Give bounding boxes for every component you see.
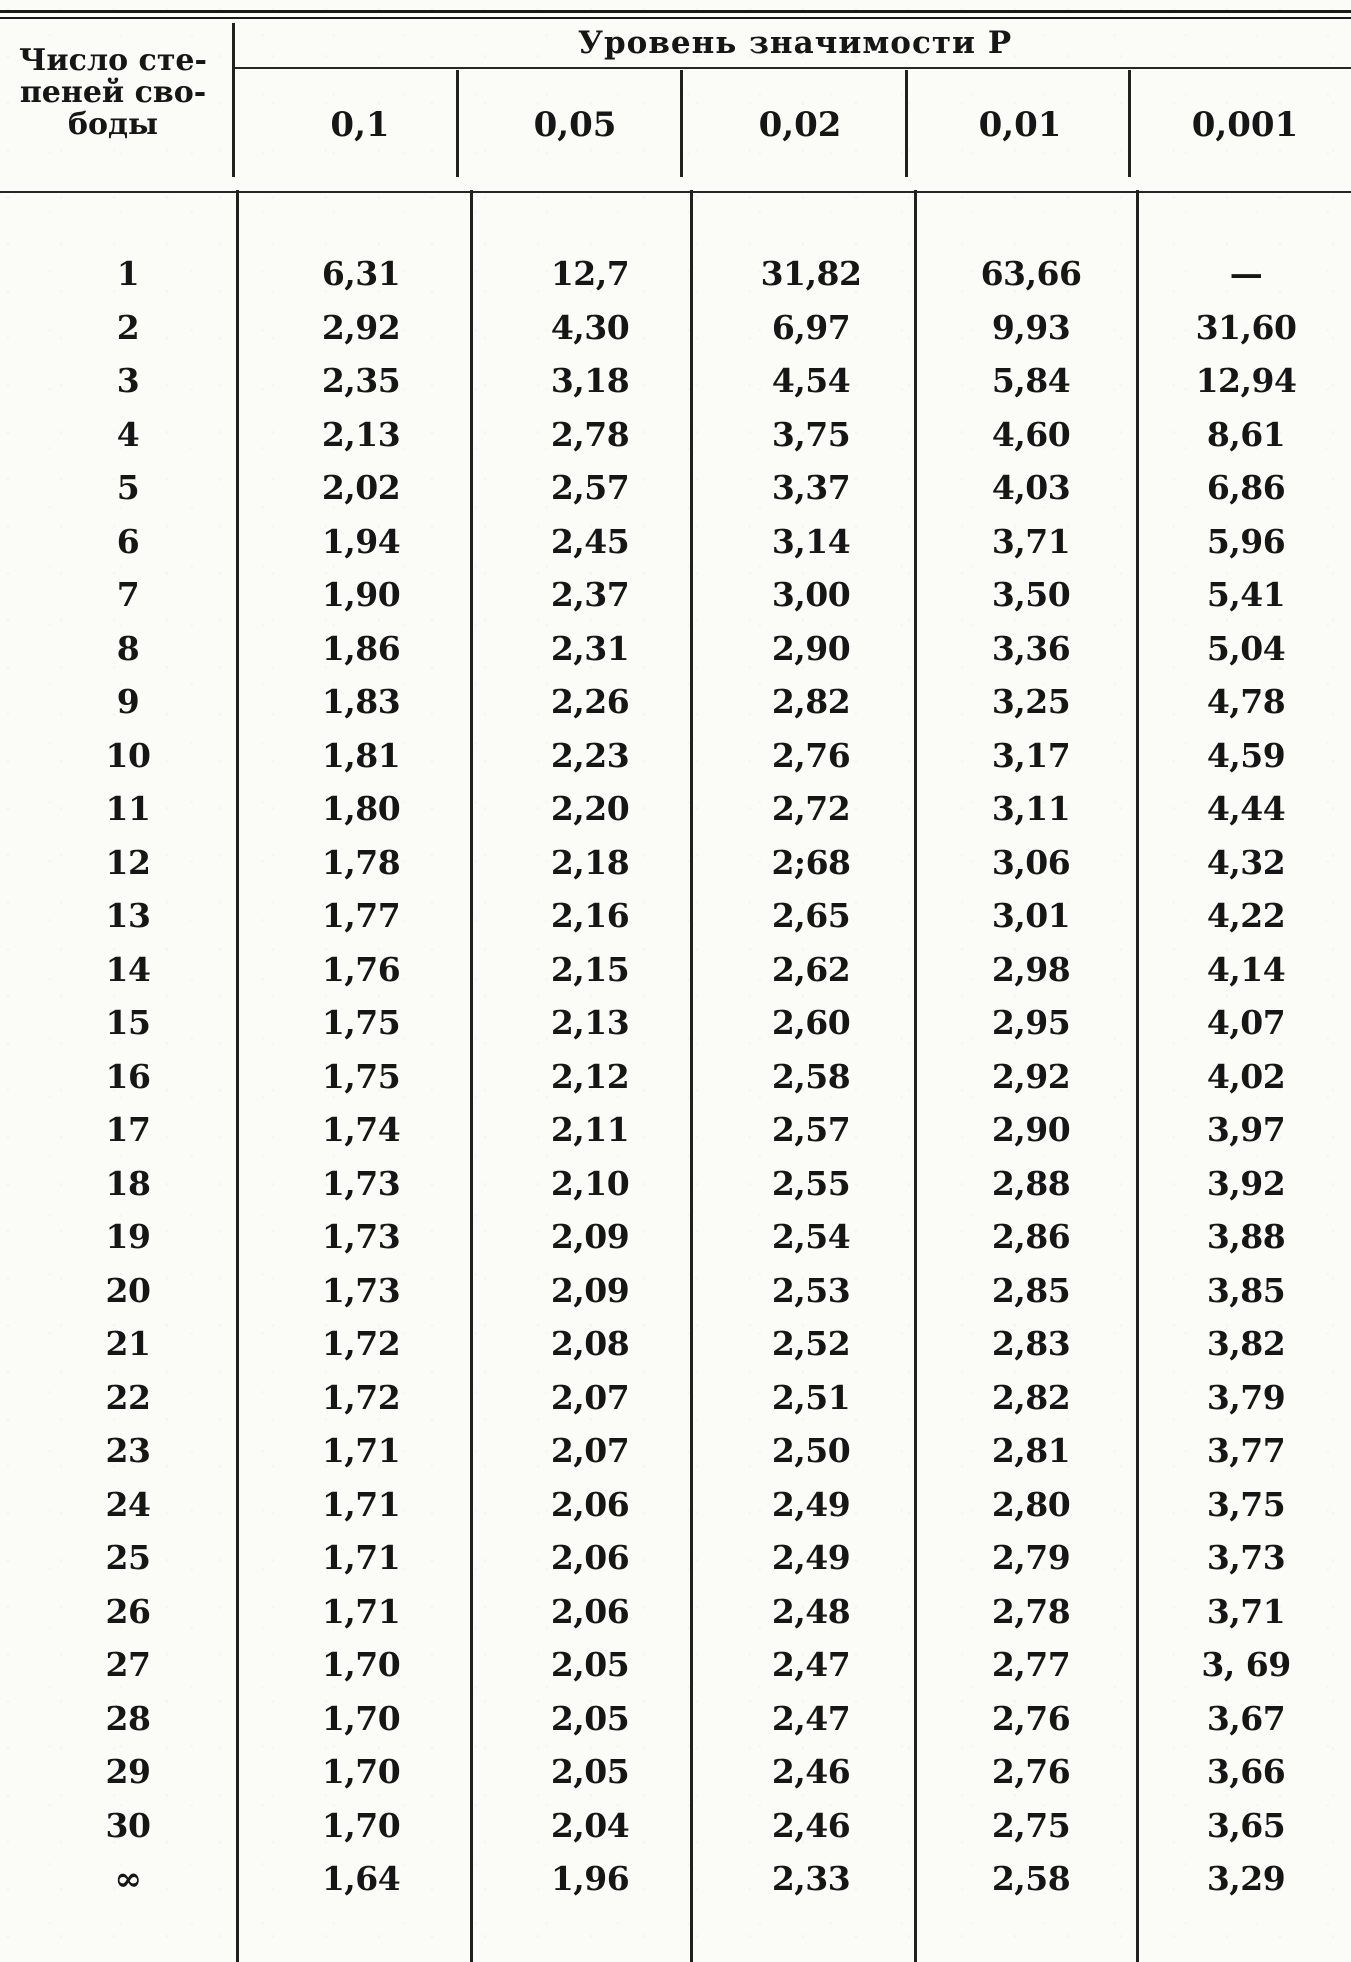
value-cell-p-0-001: 3,92 xyxy=(1206,1163,1286,1203)
value-cell-p-0-01: 2,77 xyxy=(991,1645,1071,1684)
value-cell-p-0-02: 2,60 xyxy=(771,1003,851,1042)
table-row xyxy=(0,1264,1351,1318)
value-cell-p-0-01: 2,78 xyxy=(991,1591,1071,1631)
header-bottom-rule xyxy=(0,191,1351,193)
value-cell-p-0-001: 3,75 xyxy=(1206,1484,1286,1524)
value-cell-p-0-05: 2,11 xyxy=(550,1110,630,1149)
value-cell-p-0-02: 6,97 xyxy=(771,307,851,347)
header-vertical-divider-1 xyxy=(232,23,235,177)
value-cell-p-0-01: 9,93 xyxy=(991,307,1071,347)
value-cell-p-0-02: 2,90 xyxy=(771,628,851,668)
degrees-of-freedom-cell: ∞ xyxy=(114,1859,142,1898)
value-cell-p-0-1: 6,31 xyxy=(321,254,401,293)
top-double-rule-lower xyxy=(0,17,1351,19)
value-cell-p-0-1: 1,86 xyxy=(321,628,401,668)
degrees-of-freedom-cell: 5 xyxy=(116,468,140,507)
value-cell-p-0-1: 1,73 xyxy=(321,1217,401,1256)
table-row xyxy=(0,1745,1351,1799)
value-cell-p-0-01: 2,81 xyxy=(991,1431,1071,1470)
value-cell-p-0-02: 2,49 xyxy=(771,1538,851,1577)
table-row xyxy=(0,1210,1351,1264)
value-cell-p-0-001: 6,86 xyxy=(1206,468,1286,507)
value-cell-p-0-001: 4,07 xyxy=(1206,1003,1286,1042)
value-cell-p-0-001: 3,29 xyxy=(1206,1859,1286,1898)
value-cell-p-0-001: 3,79 xyxy=(1206,1377,1286,1417)
value-cell-p-0-05: 2,15 xyxy=(550,949,630,989)
value-cell-p-0-001: — xyxy=(1229,254,1263,293)
value-cell-p-0-001: 4,02 xyxy=(1206,1056,1286,1096)
value-cell-p-0-02: 4,54 xyxy=(771,361,851,400)
table-row xyxy=(0,1103,1351,1157)
value-cell-p-0-1: 1,70 xyxy=(321,1805,401,1845)
value-cell-p-0-05: 2,31 xyxy=(550,628,630,668)
value-cell-p-0-001: 8,61 xyxy=(1206,414,1286,454)
table-row xyxy=(0,1692,1351,1746)
value-cell-p-0-01: 4,60 xyxy=(991,414,1071,454)
table-row xyxy=(0,782,1351,836)
value-cell-p-0-1: 1,94 xyxy=(321,521,401,561)
significance-level-0-01: 0,01 xyxy=(978,105,1062,145)
value-cell-p-0-05: 2,12 xyxy=(550,1056,630,1096)
value-cell-p-0-05: 2,18 xyxy=(550,842,630,882)
value-cell-p-0-001: 3,66 xyxy=(1206,1752,1286,1791)
top-double-rule-upper xyxy=(0,10,1351,13)
significance-level-0-02: 0,02 xyxy=(758,105,842,145)
header-vertical-divider-3 xyxy=(680,70,683,177)
value-cell-p-0-001: 5,41 xyxy=(1206,575,1286,614)
table-row xyxy=(0,301,1351,355)
value-cell-p-0-02: 2,76 xyxy=(771,735,851,775)
value-cell-p-0-02: 2,46 xyxy=(771,1805,851,1845)
degrees-of-freedom-cell: 18 xyxy=(105,1163,151,1203)
value-cell-p-0-05: 12,7 xyxy=(550,254,630,293)
table-row xyxy=(0,1424,1351,1478)
value-cell-p-0-01: 2,58 xyxy=(991,1859,1071,1898)
value-cell-p-0-001: 3,73 xyxy=(1206,1538,1286,1577)
value-cell-p-0-001: 3,65 xyxy=(1206,1805,1286,1845)
significance-level-0-05: 0,05 xyxy=(533,105,617,145)
value-cell-p-0-001: 4,44 xyxy=(1206,789,1286,828)
value-cell-p-0-05: 2,45 xyxy=(550,521,630,561)
value-cell-p-0-01: 2,95 xyxy=(991,1003,1071,1042)
value-cell-p-0-1: 1,75 xyxy=(321,1056,401,1096)
value-cell-p-0-01: 2,90 xyxy=(991,1110,1071,1149)
table-row xyxy=(0,1638,1351,1692)
value-cell-p-0-05: 2,20 xyxy=(550,789,630,828)
value-cell-p-0-02: 2,57 xyxy=(771,1110,851,1149)
table-row xyxy=(0,515,1351,569)
table-row xyxy=(0,943,1351,997)
value-cell-p-0-05: 2,13 xyxy=(550,1003,630,1042)
value-cell-p-0-01: 2,82 xyxy=(991,1377,1071,1417)
significance-group-rule xyxy=(232,67,1351,69)
value-cell-p-0-001: 5,04 xyxy=(1206,628,1286,668)
value-cell-p-0-01: 3,25 xyxy=(991,682,1071,721)
table-row xyxy=(0,622,1351,676)
value-cell-p-0-1: 1,75 xyxy=(321,1003,401,1042)
table-row xyxy=(0,729,1351,783)
degrees-of-freedom-cell: 20 xyxy=(105,1270,151,1310)
value-cell-p-0-1: 1,83 xyxy=(321,682,401,721)
value-cell-p-0-02: 3,14 xyxy=(771,521,851,561)
value-cell-p-0-001: 3,88 xyxy=(1206,1217,1286,1256)
value-cell-p-0-01: 3,36 xyxy=(991,628,1071,668)
value-cell-p-0-01: 63,66 xyxy=(980,254,1082,293)
value-cell-p-0-01: 2,85 xyxy=(991,1270,1071,1310)
value-cell-p-0-05: 2,57 xyxy=(550,468,630,507)
significance-level-0-001: 0,001 xyxy=(1191,105,1299,145)
value-cell-p-0-01: 3,01 xyxy=(991,896,1071,935)
value-cell-p-0-05: 2,37 xyxy=(550,575,630,614)
value-cell-p-0-05: 3,18 xyxy=(550,361,630,400)
value-cell-p-0-01: 3,50 xyxy=(991,575,1071,614)
degrees-of-freedom-cell: 23 xyxy=(105,1431,151,1470)
degrees-of-freedom-cell: 30 xyxy=(105,1805,151,1845)
value-cell-p-0-1: 1,73 xyxy=(321,1270,401,1310)
degrees-of-freedom-cell: 6 xyxy=(116,521,140,561)
value-cell-p-0-05: 2,04 xyxy=(550,1805,630,1845)
degrees-of-freedom-cell: 8 xyxy=(116,628,140,668)
value-cell-p-0-05: 4,30 xyxy=(550,307,630,347)
value-cell-p-0-02: 3,37 xyxy=(771,468,851,507)
degrees-of-freedom-cell: 26 xyxy=(105,1591,151,1631)
value-cell-p-0-001: 3, 69 xyxy=(1201,1645,1291,1684)
value-cell-p-0-01: 2,92 xyxy=(991,1056,1071,1096)
degrees-of-freedom-cell: 10 xyxy=(105,735,151,775)
value-cell-p-0-02: 2,50 xyxy=(771,1431,851,1470)
value-cell-p-0-001: 12,94 xyxy=(1195,361,1297,400)
value-cell-p-0-001: 4,78 xyxy=(1206,682,1286,721)
degrees-of-freedom-cell: 24 xyxy=(105,1484,151,1524)
table-row xyxy=(0,675,1351,729)
value-cell-p-0-1: 1,90 xyxy=(321,575,401,614)
header-vertical-divider-5 xyxy=(1128,70,1131,177)
value-cell-p-0-05: 2,07 xyxy=(550,1431,630,1470)
degrees-of-freedom-cell: 27 xyxy=(105,1645,151,1684)
value-cell-p-0-02: 2,49 xyxy=(771,1484,851,1524)
degrees-of-freedom-cell: 22 xyxy=(105,1377,151,1417)
degrees-of-freedom-heading: Число сте- пеней сво- боды xyxy=(19,43,207,142)
value-cell-p-0-02: 2,33 xyxy=(771,1859,851,1898)
value-cell-p-0-05: 2,06 xyxy=(550,1484,630,1524)
value-cell-p-0-01: 2,80 xyxy=(991,1484,1071,1524)
value-cell-p-0-001: 3,82 xyxy=(1206,1324,1286,1363)
value-cell-p-0-02: 2,46 xyxy=(771,1752,851,1791)
value-cell-p-0-1: 2,02 xyxy=(321,468,401,507)
value-cell-p-0-1: 1,70 xyxy=(321,1752,401,1791)
table-row xyxy=(0,461,1351,515)
value-cell-p-0-05: 2,23 xyxy=(550,735,630,775)
value-cell-p-0-1: 1,72 xyxy=(321,1324,401,1363)
value-cell-p-0-05: 2,07 xyxy=(550,1377,630,1417)
value-cell-p-0-1: 1,80 xyxy=(321,789,401,828)
degrees-of-freedom-cell: 21 xyxy=(105,1324,151,1363)
degrees-of-freedom-cell: 12 xyxy=(105,842,151,882)
value-cell-p-0-02: 2,48 xyxy=(771,1591,851,1631)
value-cell-p-0-1: 1,78 xyxy=(321,842,401,882)
value-cell-p-0-01: 5,84 xyxy=(991,361,1071,400)
value-cell-p-0-02: 2,47 xyxy=(771,1645,851,1684)
value-cell-p-0-01: 2,76 xyxy=(991,1752,1071,1791)
value-cell-p-0-05: 2,26 xyxy=(550,682,630,721)
value-cell-p-0-01: 3,11 xyxy=(991,789,1071,828)
value-cell-p-0-05: 2,05 xyxy=(550,1645,630,1684)
value-cell-p-0-05: 2,78 xyxy=(550,414,630,454)
value-cell-p-0-02: 2,65 xyxy=(771,896,851,935)
value-cell-p-0-01: 3,17 xyxy=(991,735,1071,775)
value-cell-p-0-01: 2,75 xyxy=(991,1805,1071,1845)
value-cell-p-0-1: 1,71 xyxy=(321,1431,401,1470)
table-row xyxy=(0,1157,1351,1211)
value-cell-p-0-01: 2,79 xyxy=(991,1538,1071,1577)
value-cell-p-0-02: 2,62 xyxy=(771,949,851,989)
value-cell-p-0-01: 4,03 xyxy=(991,468,1071,507)
student-t-table-body xyxy=(0,247,1351,1897)
value-cell-p-0-02: 3,75 xyxy=(771,414,851,454)
value-cell-p-0-1: 1,77 xyxy=(321,896,401,935)
value-cell-p-0-02: 2,53 xyxy=(771,1270,851,1310)
value-cell-p-0-05: 2,06 xyxy=(550,1538,630,1577)
degrees-of-freedom-cell: 3 xyxy=(116,361,140,400)
header-vertical-divider-4 xyxy=(905,70,908,177)
value-cell-p-0-1: 1,71 xyxy=(321,1591,401,1631)
value-cell-p-0-02: 2,52 xyxy=(771,1324,851,1363)
value-cell-p-0-02: 3,00 xyxy=(771,575,851,614)
degrees-of-freedom-cell: 9 xyxy=(116,682,140,721)
degrees-of-freedom-cell: 29 xyxy=(105,1752,151,1791)
degrees-of-freedom-cell: 14 xyxy=(105,949,151,989)
value-cell-p-0-02: 2,47 xyxy=(771,1698,851,1738)
value-cell-p-0-1: 2,13 xyxy=(321,414,401,454)
value-cell-p-0-02: 2,55 xyxy=(771,1163,851,1203)
degrees-of-freedom-cell: 11 xyxy=(105,789,151,828)
table-row xyxy=(0,1531,1351,1585)
table-row xyxy=(0,408,1351,462)
value-cell-p-0-001: 3,85 xyxy=(1206,1270,1286,1310)
value-cell-p-0-05: 2,05 xyxy=(550,1752,630,1791)
value-cell-p-0-1: 2,35 xyxy=(321,361,401,400)
header-vertical-divider-2 xyxy=(456,70,459,177)
table-row xyxy=(0,354,1351,408)
table-row xyxy=(0,1317,1351,1371)
table-row xyxy=(0,1799,1351,1853)
value-cell-p-0-01: 3,06 xyxy=(991,842,1071,882)
significance-level-0-1: 0,1 xyxy=(330,105,390,145)
value-cell-p-0-02: 31,82 xyxy=(760,254,862,293)
degrees-of-freedom-cell: 1 xyxy=(116,254,140,293)
table-row xyxy=(0,996,1351,1050)
degrees-of-freedom-cell: 2 xyxy=(116,307,140,347)
degrees-of-freedom-cell: 17 xyxy=(105,1110,151,1149)
value-cell-p-0-1: 2,92 xyxy=(321,307,401,347)
table-row xyxy=(0,1852,1351,1906)
value-cell-p-0-001: 4,59 xyxy=(1206,735,1286,775)
value-cell-p-0-001: 3,71 xyxy=(1206,1591,1286,1631)
degrees-of-freedom-cell: 15 xyxy=(105,1003,151,1042)
value-cell-p-0-02: 2;68 xyxy=(771,842,851,882)
value-cell-p-0-05: 2,05 xyxy=(550,1698,630,1738)
degrees-of-freedom-cell: 19 xyxy=(105,1217,151,1256)
value-cell-p-0-001: 3,77 xyxy=(1206,1431,1286,1470)
value-cell-p-0-05: 2,09 xyxy=(550,1217,630,1256)
value-cell-p-0-02: 2,51 xyxy=(771,1377,851,1417)
degrees-of-freedom-cell: 28 xyxy=(105,1698,151,1738)
value-cell-p-0-1: 1,70 xyxy=(321,1698,401,1738)
value-cell-p-0-001: 4,22 xyxy=(1206,896,1286,935)
value-cell-p-0-1: 1,81 xyxy=(321,735,401,775)
value-cell-p-0-001: 31,60 xyxy=(1195,307,1297,347)
value-cell-p-0-05: 2,10 xyxy=(550,1163,630,1203)
value-cell-p-0-1: 1,76 xyxy=(321,949,401,989)
value-cell-p-0-001: 5,96 xyxy=(1206,521,1286,561)
table-row xyxy=(0,1478,1351,1532)
table-row xyxy=(0,1371,1351,1425)
value-cell-p-0-1: 1,70 xyxy=(321,1645,401,1684)
value-cell-p-0-1: 1,73 xyxy=(321,1163,401,1203)
value-cell-p-0-02: 2,72 xyxy=(771,789,851,828)
value-cell-p-0-02: 2,82 xyxy=(771,682,851,721)
degrees-of-freedom-cell: 13 xyxy=(105,896,151,935)
value-cell-p-0-1: 1,71 xyxy=(321,1538,401,1577)
value-cell-p-0-001: 3,67 xyxy=(1206,1698,1286,1738)
value-cell-p-0-001: 4,32 xyxy=(1206,842,1286,882)
value-cell-p-0-01: 2,83 xyxy=(991,1324,1071,1363)
value-cell-p-0-05: 2,16 xyxy=(550,896,630,935)
degrees-of-freedom-cell: 4 xyxy=(116,414,140,454)
value-cell-p-0-01: 2,76 xyxy=(991,1698,1071,1738)
table-row xyxy=(0,1585,1351,1639)
degrees-of-freedom-cell: 25 xyxy=(105,1538,151,1577)
degrees-of-freedom-cell: 16 xyxy=(105,1056,151,1096)
value-cell-p-0-1: 1,72 xyxy=(321,1377,401,1417)
table-row xyxy=(0,836,1351,890)
value-cell-p-0-05: 2,08 xyxy=(550,1324,630,1363)
value-cell-p-0-1: 1,71 xyxy=(321,1484,401,1524)
value-cell-p-0-01: 2,88 xyxy=(991,1163,1071,1203)
degrees-of-freedom-cell: 7 xyxy=(116,575,140,614)
value-cell-p-0-02: 2,54 xyxy=(771,1217,851,1256)
table-row xyxy=(0,568,1351,622)
value-cell-p-0-001: 3,97 xyxy=(1206,1110,1286,1149)
value-cell-p-0-001: 4,14 xyxy=(1206,949,1286,989)
value-cell-p-0-02: 2,58 xyxy=(771,1056,851,1096)
table-row xyxy=(0,1050,1351,1104)
value-cell-p-0-1: 1,64 xyxy=(321,1859,401,1898)
value-cell-p-0-1: 1,74 xyxy=(321,1110,401,1149)
value-cell-p-0-01: 2,98 xyxy=(991,949,1071,989)
value-cell-p-0-05: 2,09 xyxy=(550,1270,630,1310)
value-cell-p-0-01: 3,71 xyxy=(991,521,1071,561)
table-row xyxy=(0,247,1351,301)
value-cell-p-0-01: 2,86 xyxy=(991,1217,1071,1256)
table-row xyxy=(0,889,1351,943)
value-cell-p-0-05: 1,96 xyxy=(550,1859,630,1898)
significance-level-heading: Уровень значимости P xyxy=(577,25,1013,61)
value-cell-p-0-05: 2,06 xyxy=(550,1591,630,1631)
